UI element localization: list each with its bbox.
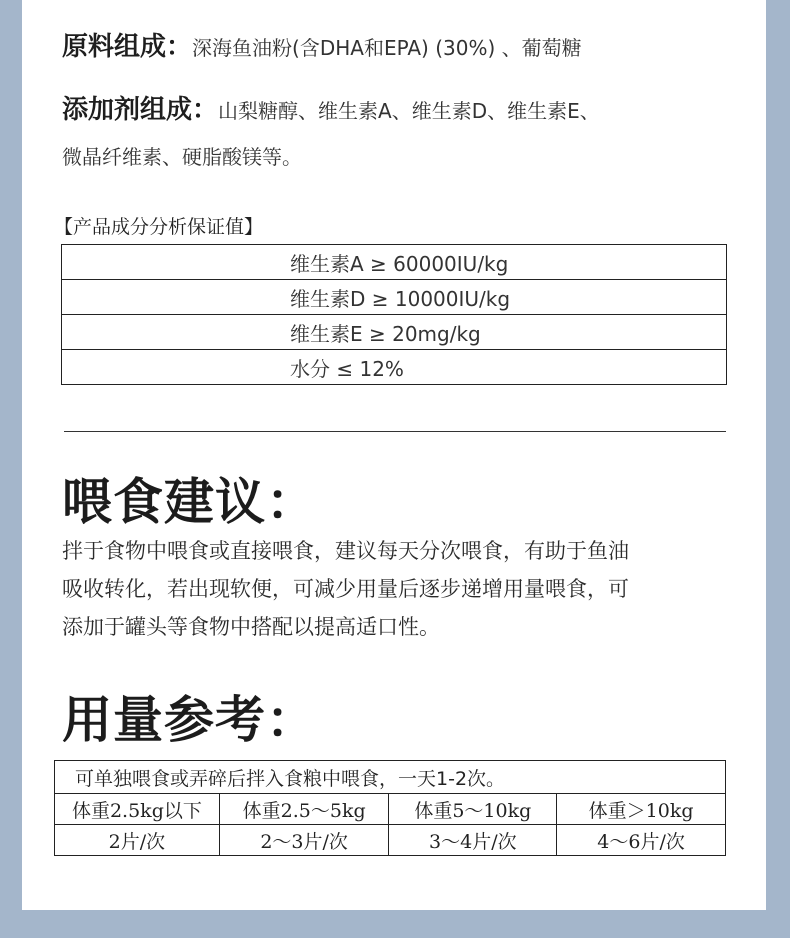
table-row [62, 245, 727, 280]
feeding-line: 拌于食物中喂食或直接喂食，建议每天分次喂食，有助于鱼油 [62, 539, 629, 563]
dosage-header: 体重5～10kg [389, 794, 557, 825]
additive-row [62, 95, 600, 126]
dosage-note: 可单独喂食或弄碎后拌入食粮中喂食，一天1-2次。 [55, 761, 726, 794]
table-cell [62, 350, 727, 385]
analysis-vitamin-e: 维生素E ≥ 20mg/kg [290, 321, 481, 346]
additive-value-line2: 微晶纤维素、硬脂酸镁等。 [62, 145, 302, 169]
dosage-title: 用量参考： [62, 691, 317, 749]
table-row [62, 280, 727, 315]
analysis-vitamin-a: 维生素A ≥ 60000IU/kg [290, 251, 509, 276]
dosage-header: 体重＞10kg [557, 794, 726, 825]
raw-ingredients-value: 深海鱼油粉(含DHA和EPA) (30%) 、葡萄糖 [192, 36, 582, 60]
dosage-header: 体重2.5～5kg [219, 794, 389, 825]
raw-ingredients-row [62, 32, 582, 63]
table-row [55, 825, 726, 856]
feeding-line: 添加于罐头等食物中搭配以提高适口性。 [62, 615, 440, 639]
feeding-paragraph [62, 532, 732, 646]
table-cell [62, 245, 727, 280]
dosage-value: 4～6片/次 [557, 825, 726, 856]
analysis-title: 【产品成分分析保证值】 [54, 216, 264, 238]
analysis-moisture: 水分 ≤ 12% [290, 356, 404, 381]
feeding-title: 喂食建议： [62, 473, 317, 531]
section-divider [64, 431, 726, 432]
raw-ingredients-label: 原料组成： [62, 32, 193, 62]
dosage-value: 3～4片/次 [389, 825, 557, 856]
table-row [62, 350, 727, 385]
table-cell [62, 315, 727, 350]
dosage-table [54, 760, 726, 856]
table-row [55, 761, 726, 794]
table-cell [62, 280, 727, 315]
content-card [22, 0, 766, 910]
additive-value-line1: 山梨糖醇、维生素A、维生素D、维生素E、 [218, 99, 600, 123]
table-row [55, 794, 726, 825]
additive-label: 添加剂组成： [62, 95, 219, 125]
feeding-line: 吸收转化，若出现软便，可减少用量后逐步递增用量喂食，可 [62, 577, 629, 601]
dosage-value: 2片/次 [55, 825, 220, 856]
analysis-table [61, 244, 727, 385]
dosage-value: 2～3片/次 [219, 825, 389, 856]
table-row [62, 315, 727, 350]
analysis-vitamin-d: 维生素D ≥ 10000IU/kg [290, 286, 511, 311]
dosage-header: 体重2.5kg以下 [55, 794, 220, 825]
